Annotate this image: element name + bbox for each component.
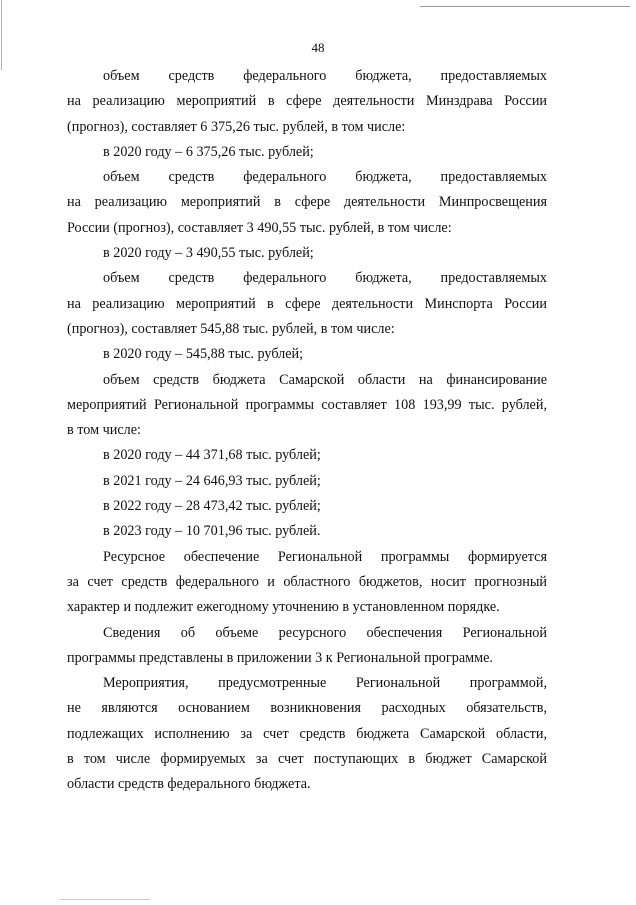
text-line: в том числе формируемых за счет поступающих в бюджет Самарской (67, 751, 547, 768)
scan-artifact-top (420, 6, 630, 7)
text-line: объем средств федерального бюджета, предоставляемых (103, 68, 547, 84)
text-line: характер и подлежит ежегодному уточнению в установленном порядке. (67, 599, 500, 616)
text-line: России (прогноз), составляет 3 490,55 тыс. рублей, в том числе: (67, 219, 452, 236)
text-line: Мероприятия, предусмотренные Региональной программой, (103, 675, 547, 692)
text-line: за счет средств федерального и областного бюджетов, носит прогнозный (67, 573, 547, 590)
text-line: в 2020 году – 3 490,55 тыс. рублей; (103, 245, 314, 262)
text-line: Сведения об объеме ресурсного обеспечения Региональной (103, 624, 547, 641)
text-line: на реализацию мероприятий в сфере деятельности Минздрава России (67, 93, 547, 110)
document-body (67, 64, 547, 798)
text-line: на реализацию мероприятий в сфере деятельности Минпросвещения (67, 194, 547, 211)
text-line: в 2023 году – 10 701,96 тыс. рублей. (103, 523, 321, 540)
page-number: 48 (311, 40, 325, 55)
scan-artifact-left (1, 0, 2, 70)
text-line: в 2020 году – 545,88 тыс. рублей; (103, 346, 304, 363)
text-line: в 2021 году – 24 646,93 тыс. рублей; (103, 472, 321, 489)
text-line: (прогноз), составляет 6 375,26 тыс. рублей, в том числе: (67, 118, 406, 135)
text-line: объем средств федерального бюджета, предоставляемых (103, 169, 547, 186)
text-line: в том числе: (67, 422, 141, 439)
scan-artifact-bottom (60, 899, 150, 900)
text-line: в 2022 году – 28 473,42 тыс. рублей; (103, 498, 321, 515)
text-line: объем средств федерального бюджета, предоставляемых (103, 270, 547, 287)
text-line: подлежащих исполнению за счет средств бюджета Самарской области, (67, 725, 547, 742)
text-line: области средств федерального бюджета. (67, 776, 311, 793)
text-line: в 2020 году – 6 375,26 тыс. рублей; (103, 143, 314, 160)
text-line: Ресурсное обеспечение Региональной программы формируется (103, 548, 547, 565)
text-line: не являются основанием возникновения расходных обязательств, (67, 700, 547, 717)
text-line: в 2020 году – 44 371,68 тыс. рублей; (103, 447, 321, 464)
text-line: (прогноз), составляет 545,88 тыс. рублей, в том числе: (67, 320, 395, 337)
text-line: объем средств бюджета Самарской области на финансирование (103, 371, 547, 388)
text-line: мероприятий Региональной программы составляет 108 193,99 тыс. рублей, (67, 396, 547, 413)
text-line: программы представлены в приложении 3 к Региональной программе. (67, 649, 493, 666)
text-line: на реализацию мероприятий в сфере деятельности Минспорта России (67, 295, 547, 312)
